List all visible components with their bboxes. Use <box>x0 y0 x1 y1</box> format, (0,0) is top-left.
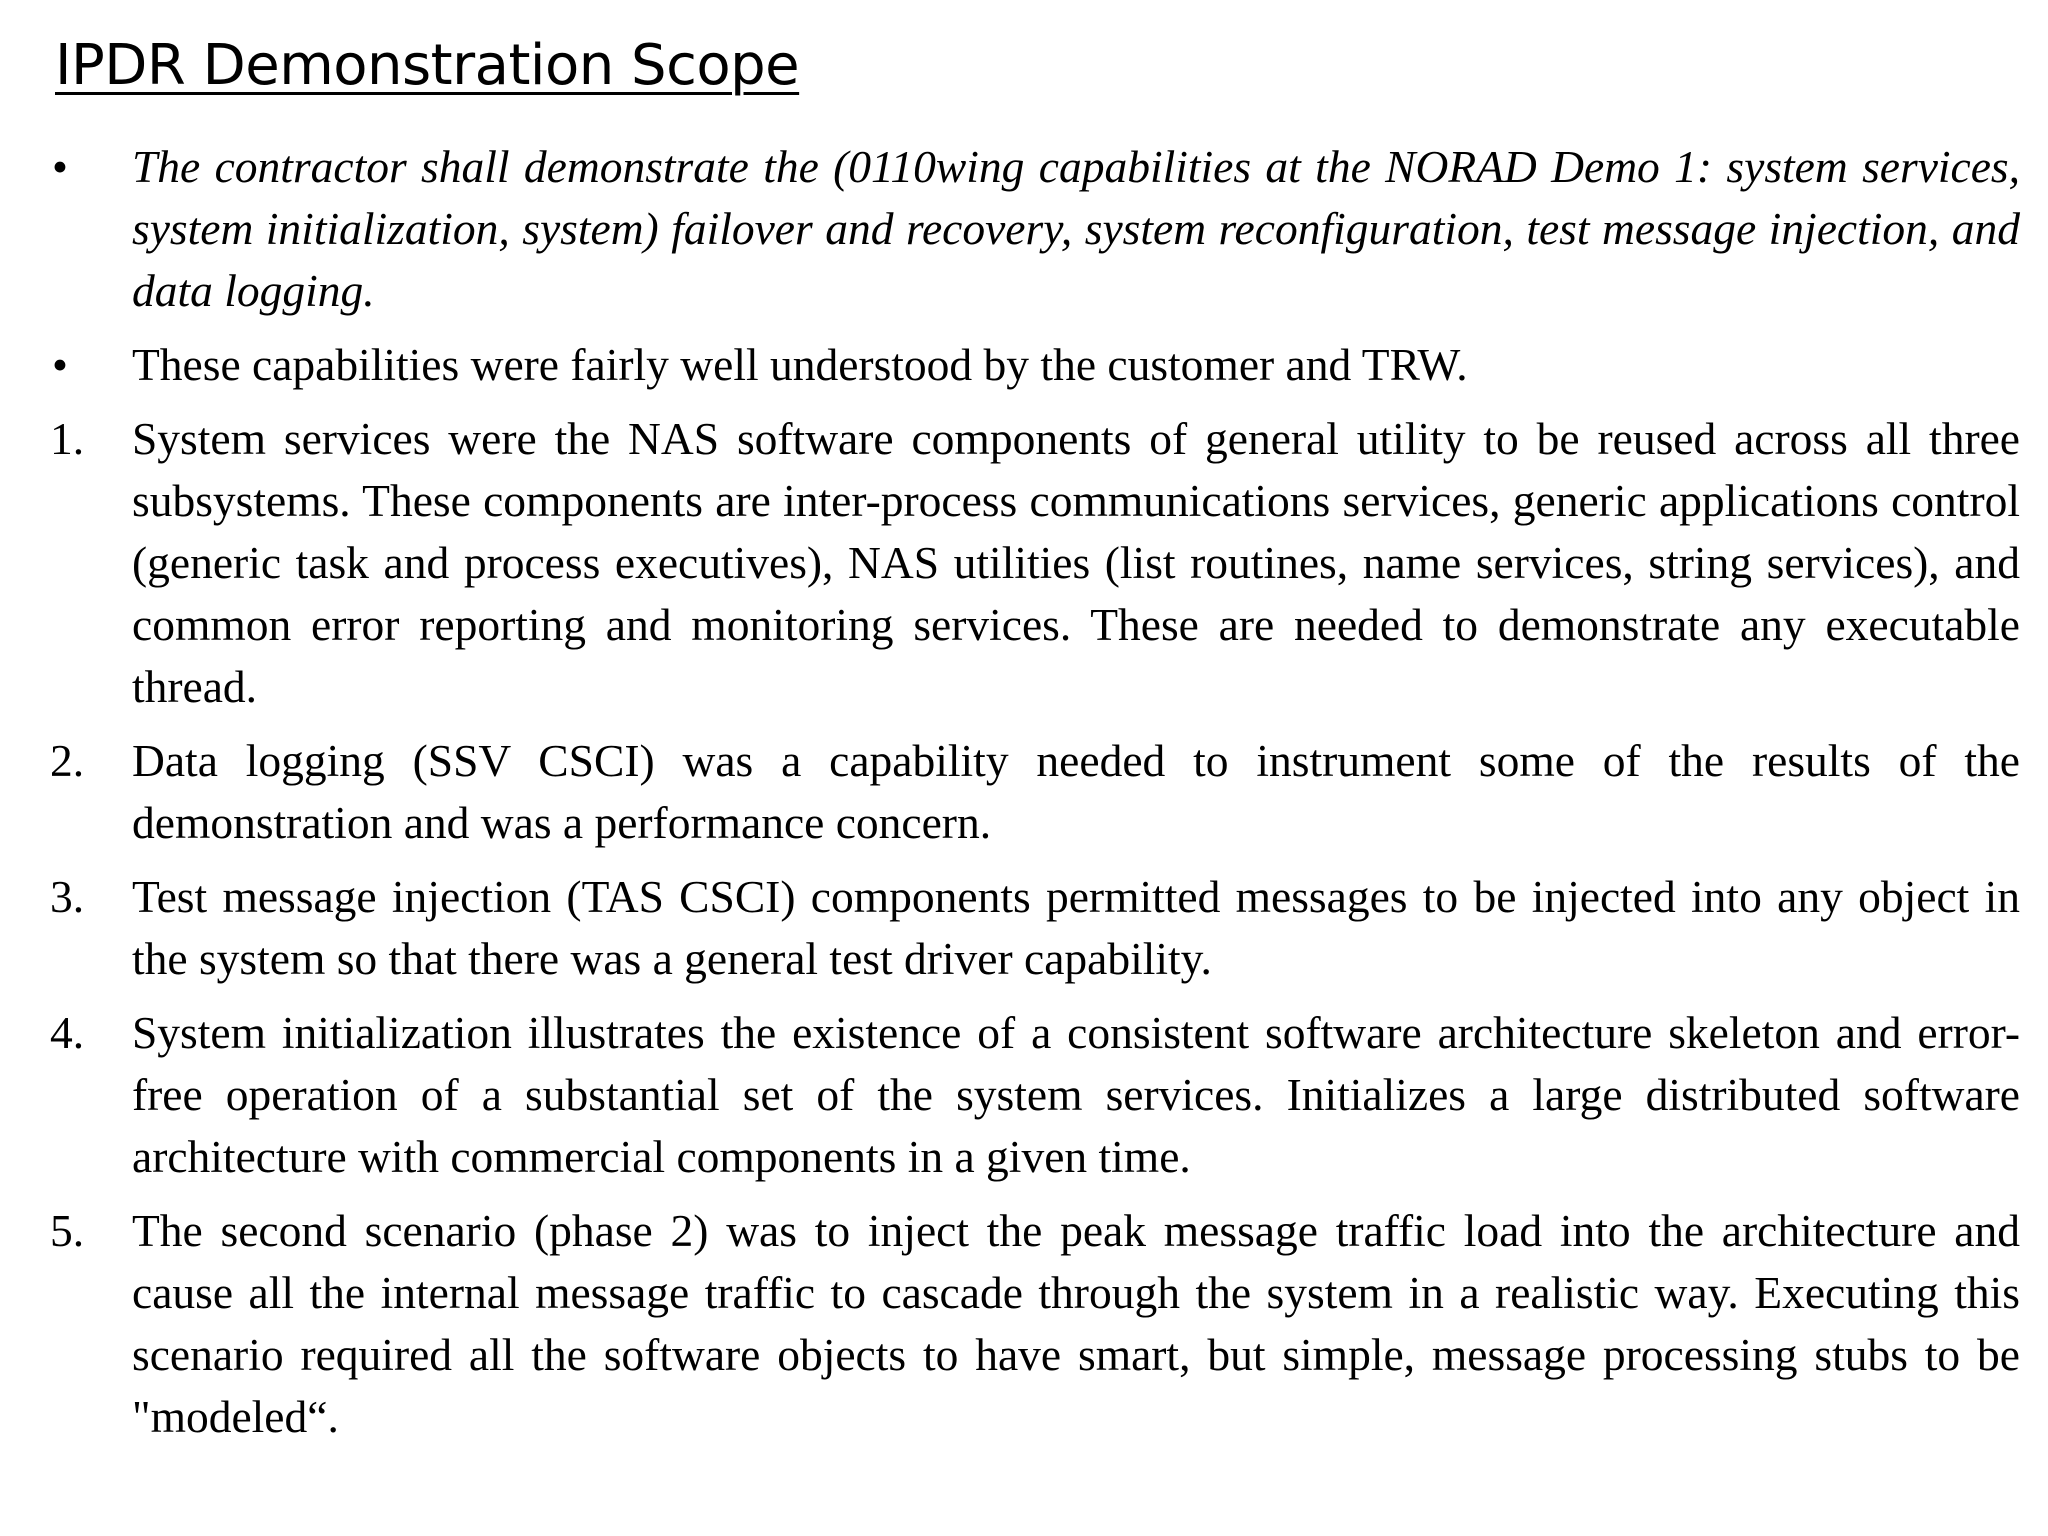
list-item-bullet-2 <box>50 334 2020 396</box>
list-item-text: Test message injection (TAS CSCI) components permitted messages to be injected into any object in the system so that there was a general test driver capability. <box>132 871 2020 984</box>
bullet-marker: • <box>52 339 68 390</box>
number-marker: 2. <box>50 735 85 786</box>
number-marker: 5. <box>50 1205 85 1256</box>
slide-title: IPDR Demonstration Scope <box>55 33 800 98</box>
list-item-text: The contractor shall demonstrate the (0110wing capabilities at the NORAD Demo 1: system services, system initialization, system) failover and recovery, system reconfiguration, test message injection, and data logging. <box>132 141 2020 316</box>
list-item-5 <box>50 1200 2020 1448</box>
list-item-text: These capabilities were fairly well understood by the customer and TRW. <box>132 339 1468 390</box>
list-item-2 <box>50 730 2020 854</box>
list-item-bullet-1 <box>50 136 2020 322</box>
number-marker: 4. <box>50 1007 85 1058</box>
list-item-3 <box>50 866 2020 990</box>
list-item-text: System initialization illustrates the existence of a consistent software architecture skeleton and error-free operation of a substantial set of the system services. Initializes a large distributed software architecture with commercial components in a given time. <box>132 1007 2020 1182</box>
list-item-text: The second scenario (phase 2) was to inject the peak message traffic load into the architecture and cause all the internal message traffic to cascade through the system in a realistic way. Executing this scenario required all the software objects to have smart, but simple, message processing stubs to be "modeled“. <box>132 1205 2020 1442</box>
list-item-text: Data logging (SSV CSCI) was a capability needed to instrument some of the results of the demonstration and was a performance concern. <box>132 735 2020 848</box>
number-marker: 1. <box>50 413 85 464</box>
list-item-4 <box>50 1002 2020 1188</box>
list-item-1 <box>50 408 2020 718</box>
list-item-text: System services were the NAS software components of general utility to be reused across all three subsystems. These components are inter-process communications services, generic applications control (generic task and process executives), NAS utilities (list routines, name services, string services), and common error reporting and monitoring services. These are needed to demonstrate any executable thread. <box>132 413 2020 712</box>
content-list <box>50 136 2020 1460</box>
bullet-marker: • <box>52 141 68 192</box>
number-marker: 3. <box>50 871 85 922</box>
